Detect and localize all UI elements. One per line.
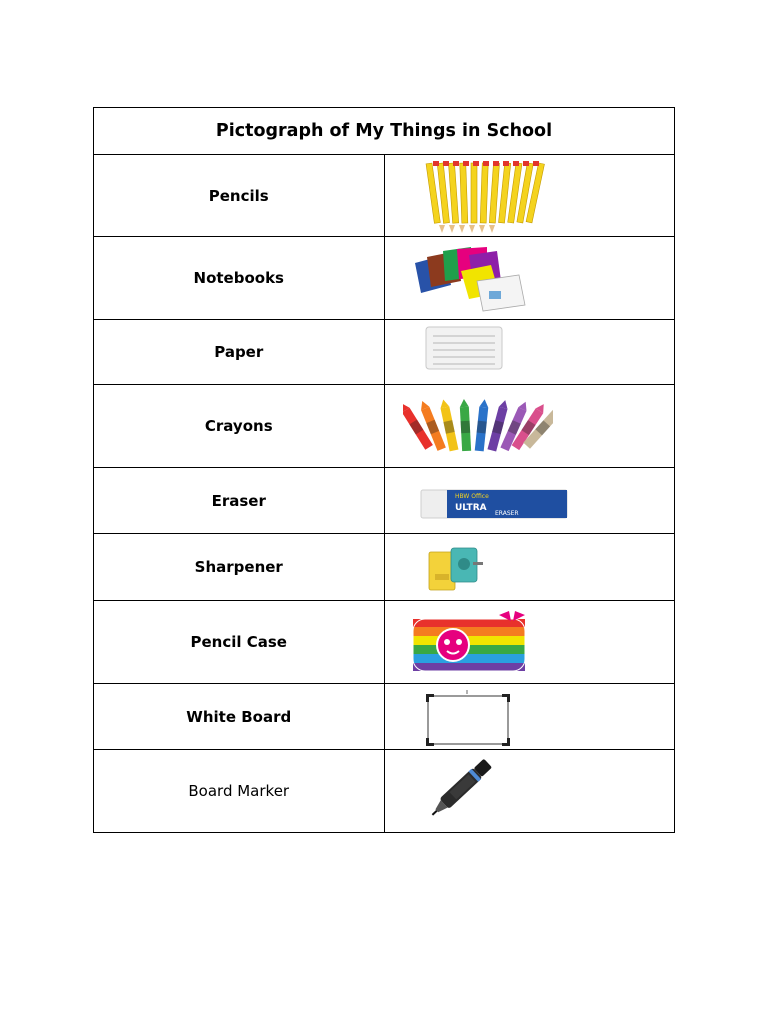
sharpener-icon <box>425 544 485 594</box>
row-picture-sharpener <box>384 534 675 601</box>
eraser-icon <box>419 486 569 522</box>
row-label-board-marker: Board Marker <box>94 750 385 833</box>
board-marker-icon <box>423 754 493 828</box>
row-label-paper: Paper <box>94 320 385 385</box>
row-picture-white-board <box>384 684 675 750</box>
table-row <box>94 237 675 320</box>
row-picture-pencils <box>384 155 675 237</box>
table-row <box>94 155 675 237</box>
table-row <box>94 750 675 833</box>
row-label-crayons: Crayons <box>94 385 385 468</box>
row-picture-notebooks <box>384 237 675 320</box>
page-title: Pictograph of My Things in School <box>94 108 675 155</box>
crayons-icon <box>403 399 553 457</box>
row-picture-crayons <box>384 385 675 468</box>
row-picture-paper <box>384 320 675 385</box>
table-row <box>94 468 675 534</box>
paper-icon <box>425 326 505 372</box>
row-label-notebooks: Notebooks <box>94 237 385 320</box>
eraser-brand-text: HBW Office <box>454 493 489 500</box>
pencil-case-icon <box>409 609 529 677</box>
eraser-line2-text: ERASER <box>494 510 519 517</box>
row-picture-board-marker <box>384 750 675 833</box>
whiteboard-icon <box>425 690 511 748</box>
table-row <box>94 385 675 468</box>
pencils-icon <box>425 159 545 235</box>
table-row <box>94 684 675 750</box>
eraser-line1-text: ULTRA <box>454 503 487 513</box>
row-label-sharpener: Sharpener <box>94 534 385 601</box>
pictograph-table <box>93 107 675 833</box>
row-label-white-board: White Board <box>94 684 385 750</box>
row-label-pencil-case: Pencil Case <box>94 601 385 684</box>
row-label-eraser: Eraser <box>94 468 385 534</box>
row-picture-pencil-case <box>384 601 675 684</box>
pictograph-sheet <box>93 107 675 833</box>
row-label-pencils: Pencils <box>94 155 385 237</box>
table-row <box>94 601 675 684</box>
table-row <box>94 320 675 385</box>
row-picture-eraser <box>384 468 675 534</box>
table-row <box>94 534 675 601</box>
notebooks-icon <box>411 241 527 315</box>
